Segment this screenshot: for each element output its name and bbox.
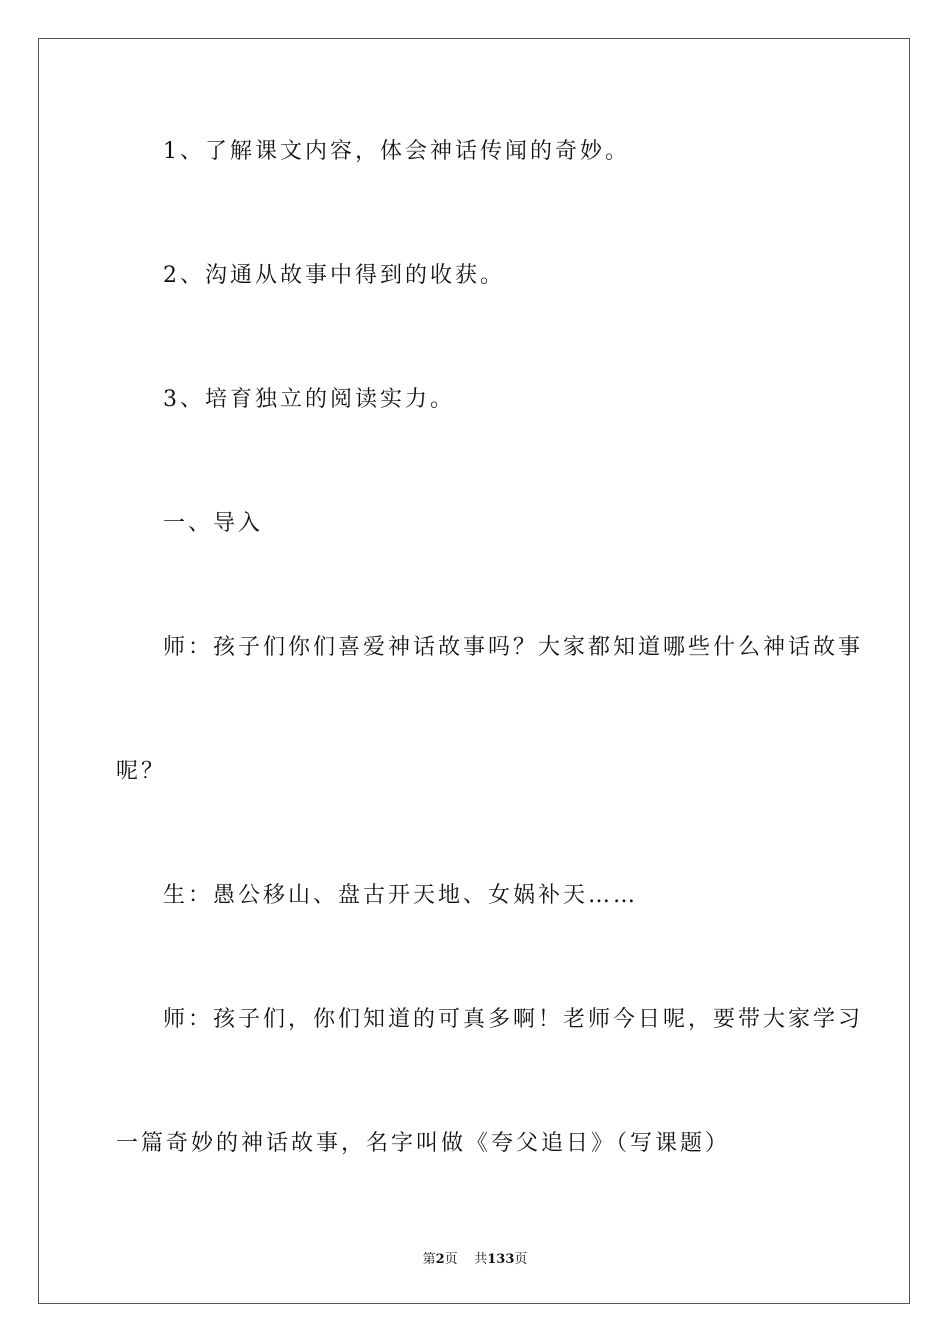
footer-total-prefix: 共 xyxy=(474,1252,488,1267)
footer-current-page: 2 xyxy=(435,1252,445,1267)
footer-total-suffix: 页 xyxy=(514,1252,528,1267)
objective-1: 1、了解课文内容，体会神话传闻的奇妙。 xyxy=(163,139,630,164)
footer-total-pages: 133 xyxy=(487,1252,515,1267)
paragraph-teacher-1-line-2: 呢？ xyxy=(116,759,167,784)
footer-page-suffix: 页 xyxy=(444,1252,458,1267)
section-heading-intro: 一、导入 xyxy=(163,511,264,536)
paragraph-teacher-1-line-1: 师：孩子们你们喜爱神话故事吗？大家都知道哪些什么神话故事 xyxy=(163,635,864,660)
objective-2: 2、沟通从故事中得到的收获。 xyxy=(163,263,505,288)
paragraph-teacher-2-line-1: 师：孩子们，你们知道的可真多啊！老师今日呢，要带大家学习 xyxy=(163,1007,864,1032)
page-footer xyxy=(0,1248,950,1267)
paragraph-teacher-2-line-2: 一篇奇妙的神话故事，名字叫做《夸父追日》（写课题） xyxy=(116,1131,731,1156)
page-border xyxy=(38,38,910,1304)
footer-page-prefix: 第 xyxy=(422,1252,436,1267)
paragraph-student-1: 生：愚公移山、盘古开天地、女娲补天…… xyxy=(163,883,639,908)
objective-3: 3、培育独立的阅读实力。 xyxy=(163,387,455,412)
